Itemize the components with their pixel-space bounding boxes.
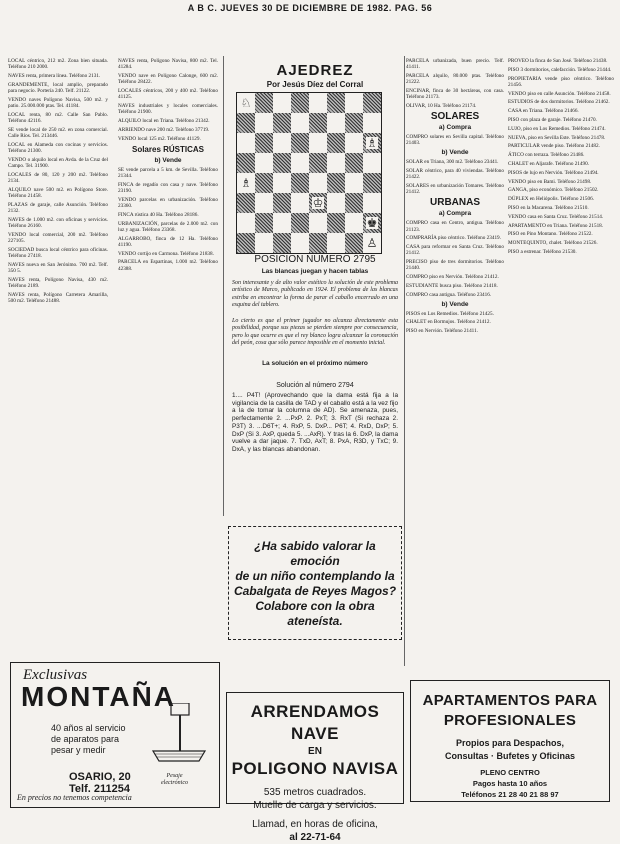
ad-phone: al 22-71-64 — [289, 832, 341, 843]
chess-square — [309, 113, 327, 133]
chess-square — [291, 93, 309, 113]
classified-ad: CASA en Triana. Teléfono 21466. — [508, 108, 579, 115]
chess-square — [327, 113, 345, 133]
ad-line: de un niño contemplando la — [235, 569, 395, 583]
weighing-scale-icon — [149, 703, 209, 773]
classified-ad: SE vende parcela a 5 km. de Sevilla. Teléfono 21344. — [118, 166, 218, 179]
classified-ad: VENDO o alquilo local en Avda. de la Cruz del Campo. Tel. 31900. — [8, 156, 108, 169]
chess-square — [363, 133, 381, 153]
chess-square — [327, 233, 345, 253]
chess-square — [327, 153, 345, 173]
classified-ad: NAVES renta, Polígono Navisa, 430 m2. Teléfono 2189. — [8, 276, 108, 289]
subsection-heading: a) Compra — [438, 124, 472, 132]
classified-ad: VENDO naves Polígono Navisa, 500 m2. y patio. 25.000.000 ptas. Tel. 41184. — [8, 96, 108, 109]
classified-ad: VENDO local 125 m2. Teléfono 41129. — [118, 135, 201, 142]
classified-ad: MONTEQUINTO, chalet. Teléfono 21526. — [508, 240, 598, 247]
chess-piece-icon: ♗ — [240, 176, 252, 190]
classified-ad: NAVES renta, Polígono Carretera Amarilla, 500 m2. Teléfono 21488. — [8, 291, 108, 304]
classified-ad: PARTICULAR vende piso. Teléfono 21482. — [508, 143, 600, 150]
ad-line: PROFESIONALES — [443, 712, 577, 729]
classified-ad: LOCAL renta, 80 m2. Calle San Pablo. Teléfono 42116. — [8, 111, 108, 124]
ad-line: POLIGONO NAVISA — [231, 759, 399, 778]
chess-piece-icon: ♗ — [366, 136, 378, 150]
ad-line: 535 metros cuadrados. — [263, 787, 367, 798]
classified-ad: PISO en la Macarena. Teléfono 21510. — [508, 204, 589, 211]
section-heading: URBANAS — [430, 197, 480, 209]
classified-ad: GRANDEMENTE, local amplio, preparado para negocio. Portería 240. Telf. 21122. — [8, 81, 108, 94]
apartamentos-ad — [410, 680, 610, 802]
chess-square — [291, 193, 309, 213]
column-divider — [223, 56, 224, 516]
ad-address — [69, 771, 131, 795]
chess-next-solution: La solución en el próximo número — [262, 360, 368, 367]
chess-square — [273, 193, 291, 213]
cabalgata-ad — [228, 526, 402, 640]
chess-square — [291, 173, 309, 193]
chess-square — [291, 113, 309, 133]
classified-ad: FINCA de regadío con casa y nave. Teléfono 23190. — [118, 181, 218, 194]
classified-ad: VENDO local comercial, 200 m2. Teléfono 227105. — [8, 231, 108, 244]
chess-square — [345, 93, 363, 113]
montana-ad — [10, 662, 220, 808]
ad-line: APARTAMENTOS PARA — [422, 692, 598, 709]
chess-square — [327, 213, 345, 233]
classified-ad: SOLAR en Triana, 300 m2. Teléfono 23441. — [406, 159, 499, 166]
nave-ad — [226, 692, 404, 843]
classified-ad: NAVES nueva en San Jerónimo. 700 m2. Telf. 350 5. — [8, 261, 108, 274]
classifieds-column-3 — [406, 58, 504, 646]
ad-line: Cabalgata de Reyes Magos? — [233, 584, 397, 598]
chess-square — [345, 113, 363, 133]
chess-square — [309, 173, 327, 193]
ad-line: 40 años al servicio — [51, 723, 126, 733]
chess-square — [273, 153, 291, 173]
caption-line: Pesaje — [166, 773, 183, 779]
chess-solution-heading: Solución al número 2794 — [276, 382, 354, 389]
chess-square — [237, 133, 255, 153]
section-heading: Solares RÚSTICAS — [131, 144, 205, 154]
classified-ad: CASA para reformar en Santa Cruz. Teléfono 21412. — [406, 244, 504, 257]
classified-ad: NAVES industriales y locales comerciales. Teléfono 21900. — [118, 103, 218, 116]
classified-ad: LOCALES de 80, 120 y 200 m2. Teléfono 2134. — [8, 171, 108, 184]
classified-ad: VENDO piso en calle Asunción. Teléfono 21458. — [508, 90, 611, 97]
chess-square — [363, 193, 381, 213]
chess-title: AJEDREZ — [276, 62, 354, 79]
subsection-heading: a) Compra — [438, 210, 472, 218]
chess-square — [237, 93, 255, 113]
classifieds-column-1 — [8, 58, 108, 658]
ad-line: EN — [308, 746, 322, 757]
chess-square — [345, 193, 363, 213]
classified-ad: SE vende local de 250 m2. en zona comercial. Calle Ríos. Tel. 213446. — [8, 126, 108, 139]
brand-name: MONTAÑA — [21, 681, 177, 712]
classified-ad: PROVEO la finca de San José. Teléfono 21438. — [508, 58, 608, 64]
chess-square — [363, 173, 381, 193]
chess-square — [273, 133, 291, 153]
chess-square — [273, 113, 291, 133]
chess-square — [255, 193, 273, 213]
classified-ad: NAVES de 1.000 m2. con oficinas y servicios. Teléfono 26160. — [8, 216, 108, 229]
chess-square — [291, 133, 309, 153]
chess-square — [363, 113, 381, 133]
classified-ad: CHALET en Bormujos. Teléfono 21412. — [406, 319, 491, 326]
section-heading: SOLARES — [430, 111, 480, 123]
chess-intro-2: Lo cierto es que el primer jugador no alcanza directamente esta posibilidad, porque sus piezas se pierden siempre por consecuencia, pero lo que ocurre es que el rey blanco logra alcanzar la coronación del peón, cosa que sólo parece imposible en el momento inicial. — [232, 318, 398, 346]
chess-square — [255, 213, 273, 233]
ad-line: Muelle de carga y servicios. — [253, 800, 377, 811]
chess-square — [291, 153, 309, 173]
chess-square — [363, 93, 381, 113]
chess-piece-icon: ♙ — [366, 236, 378, 250]
classified-ad: ALQUILO nave 500 m2. en Polígono Store. Teléfono 21458. — [8, 186, 108, 199]
chess-piece-icon: ♘ — [240, 96, 252, 110]
chess-position-number: POSICION NUMERO 2795 — [254, 254, 376, 265]
classified-ad: COMPRO solares en Sevilla capital. Teléfono 21403. — [406, 134, 504, 147]
classifieds-column-4 — [508, 58, 614, 646]
classified-ad: NAVES renta, Polígono Navisa, 800 m2. Tel. 41284. — [118, 58, 218, 71]
classified-ad: SOLARES en urbanización Tomares. Teléfono 21412. — [406, 183, 504, 196]
classified-ad: ARRIENDO nave 200 m2. Teléfono 37719. — [118, 126, 210, 133]
classified-ad: PLAZAS de garaje, calle Asunción. Teléfono 2132. — [8, 201, 108, 214]
chess-square — [327, 193, 345, 213]
chess-intro: Son interesante y de alto valor estético la solución de este problema artístico de Marco, publicado en 1924. El problema de las blancas estriba en encontrar la forma de parar el caballo encerrado en una esquina del tablero. — [232, 280, 398, 308]
classified-ad: SOLAR céntrico, para 40 viviendas. Teléfono 21422. — [406, 168, 504, 181]
chess-square — [363, 153, 381, 173]
chess-square — [255, 113, 273, 133]
classified-ad: CHALET en Aljarafe. Teléfono 21490. — [508, 160, 589, 167]
chess-square — [237, 213, 255, 233]
chess-square — [255, 233, 273, 253]
classified-ad: PISO en Pino Montano. Teléfono 21522. — [508, 231, 593, 238]
classified-ad: SOCIEDAD busca local céntrico para oficinas. Teléfono 27418. — [8, 246, 108, 259]
classified-ad: VENDO parcelas en urbanización. Teléfono 23360. — [118, 196, 218, 209]
classified-ad: LOCALES céntricos, 200 y 400 m2. Teléfono 41125. — [118, 88, 218, 101]
classified-ad: URBANIZACIÓN, parcelas de 2.000 m2. con luz y agua. Teléfono 23368. — [118, 220, 218, 233]
column-divider — [404, 56, 405, 666]
chess-square — [345, 153, 363, 173]
chess-square — [237, 173, 255, 193]
chess-square — [273, 93, 291, 113]
classified-ad: ALQUILO local en Triana. Teléfono 21342. — [118, 118, 210, 124]
chess-square — [327, 93, 345, 113]
chess-square — [309, 213, 327, 233]
classified-ad: ESTUDIOS de dos dormitorios. Teléfono 21462. — [508, 99, 610, 106]
classified-ad: ESTUDIANTE busca piso. Teléfono 21418. — [406, 283, 498, 289]
chess-square — [273, 173, 291, 193]
chess-square — [345, 213, 363, 233]
classified-ad: NAVES renta, primera línea. Teléfono 2131. — [8, 73, 101, 79]
classified-ad: PISO en Nervión. Teléfono 21411. — [406, 328, 478, 335]
chess-piece-icon: ♚ — [366, 216, 378, 230]
ad-line: pesar y medir — [51, 745, 106, 755]
classified-ad: PISO a estrenar. Teléfono 21530. — [508, 248, 577, 255]
classified-ad: PISO 3 dormitorios, calefacción. Teléfono 21444. — [508, 66, 612, 73]
ad-line: PLENO CENTRO — [480, 768, 540, 777]
classified-ad: COMPRO casa en Centro, antigua. Teléfono 21123. — [406, 220, 504, 233]
classified-ad: VENDO piso en Bami. Teléfono 21498. — [508, 178, 592, 185]
chess-square — [237, 193, 255, 213]
ad-line: Colabore con la obra — [255, 599, 375, 613]
classified-ad: NUEVA, piso en Sevilla Este. Teléfono 21478. — [508, 134, 606, 141]
chess-square — [273, 233, 291, 253]
ad-phone: Teléfonos 21 28 40 21 88 97 — [461, 790, 559, 799]
ad-caption — [161, 773, 188, 787]
classified-ad: PARCELA en Espartinas, 1.000 m2. Teléfono 42388. — [118, 259, 218, 272]
classified-ad: COMPRARÍA piso céntrico. Teléfono 23419. — [406, 235, 501, 242]
classified-ad: PARCELA urbanizada, buen precio. Telf. 41411. — [406, 58, 504, 71]
chess-square — [237, 113, 255, 133]
chess-square — [237, 233, 255, 253]
classified-ad: LOCAL céntrico, 212 m2. Zona bien situada. Teléfono 210 2000. — [8, 58, 108, 71]
chess-board — [236, 92, 382, 254]
subsection-heading: b) Vende — [441, 149, 469, 157]
classified-ad: GANGA, piso económico. Teléfono 21502. — [508, 187, 599, 194]
classifieds-column-2 — [118, 58, 218, 658]
phone-line: Telf. 211254 — [69, 783, 130, 795]
classified-ad: LUJO, piso en Los Remedios. Teléfono 21474. — [508, 125, 606, 132]
ad-footer: En precios no tenemos competencia — [17, 793, 132, 802]
chess-square — [255, 133, 273, 153]
chess-square — [363, 213, 381, 233]
chess-byline: Por Jesús Díez del Corral — [266, 80, 364, 89]
chess-square — [309, 133, 327, 153]
classified-ad: PRECISO piso de tres dormitorios. Teléfono 21440. — [406, 259, 504, 272]
chess-square — [309, 233, 327, 253]
classified-ad: PISO con plaza de garaje. Teléfono 21470. — [508, 116, 597, 123]
chess-square — [345, 173, 363, 193]
ad-line: Llamad, en horas de oficina, — [252, 819, 378, 830]
page-header: A B C. JUEVES 30 DE DICIEMBRE DE 1982. PAG. 56 — [187, 3, 433, 13]
address-line: OSARIO, 20 — [69, 771, 131, 783]
ad-line: Consultas · Bufetes y Oficinas — [444, 751, 576, 761]
classified-ad: APARTAMENTO en Triana. Teléfono 21518. — [508, 222, 604, 229]
chess-square — [309, 193, 327, 213]
classified-ad: PISOS de lujo en Nervión. Teléfono 21494. — [508, 169, 599, 176]
chess-square — [237, 153, 255, 173]
classified-ad: ENCINAR, finca de 30 hectáreas, con casa. Teléfono 21173. — [406, 88, 504, 101]
classified-ad: FINCA rústica 40 Ha. Teléfono 28186. — [118, 211, 199, 218]
chess-square — [291, 213, 309, 233]
ad-line: Pagos hasta 10 años — [472, 779, 548, 788]
classified-ad: VENDO casa en Santa Cruz. Teléfono 21514. — [508, 213, 604, 220]
chess-piece-icon: ♔ — [312, 196, 324, 210]
classified-ad: ALGARROBO, finca de 12 Ha. Teléfono 41190. — [118, 235, 218, 248]
ad-line: ¿Ha sabido valorar la emoción — [254, 539, 376, 568]
subsection-heading: b) Vende — [441, 300, 469, 308]
classified-ad: PISOS en Los Remedios. Teléfono 21425. — [406, 310, 494, 317]
classified-ad: COMPRO casa antigua. Teléfono 23416. — [406, 291, 492, 298]
classified-ad: OLIVAR, 10 Ha. Teléfono 21174. — [406, 103, 477, 109]
classified-ad: VENDO nave en Polígono Calonge, 600 m2. Teléfono 28422. — [118, 73, 218, 86]
subsection-heading: b) Vende — [154, 156, 182, 164]
ad-line: Propios para Despachos, — [455, 738, 565, 748]
classified-ad: DÚPLEX en Heliópolis. Teléfono 21506. — [508, 196, 594, 203]
classified-ad: ÁTICO con terraza. Teléfono 21486. — [508, 152, 585, 159]
classified-ad: LOCAL en Alameda con cocinas y servicios. Teléfono 21300. — [8, 141, 108, 154]
chess-square — [345, 133, 363, 153]
ad-tagline: Exclusivas — [23, 667, 88, 683]
ad-line: ARRENDAMOS NAVE — [250, 702, 380, 743]
classified-ad: PROPIETARIA vende piso céntrico. Teléfono 21456. — [508, 75, 614, 88]
chess-task: Las blancas juegan y hacen tablas — [261, 268, 369, 275]
chess-square — [255, 173, 273, 193]
chess-square — [327, 133, 345, 153]
chess-square — [273, 213, 291, 233]
chess-square — [309, 93, 327, 113]
chess-square — [255, 153, 273, 173]
chess-square — [255, 93, 273, 113]
classified-ad: VENDO cortijo en Carmona. Teléfono 21838. — [118, 250, 214, 257]
chess-square — [363, 233, 381, 253]
chess-square — [291, 233, 309, 253]
caption-line: electrónico — [161, 780, 188, 786]
classified-ad: COMPRO piso en Nervión. Teléfono 21412. — [406, 274, 499, 281]
classified-ad: PARCELA alquilo, 80.000 ptas. Teléfono 21222. — [406, 73, 504, 86]
ad-line: de aparatos para — [51, 734, 120, 744]
chess-solution: 1.... P4T! (Aprovechando que la dama está fija a la vigilancia de la casilla de TAD y el caballo está a la vez fijo a la de tomar la columna de AD). Se amenaza, pues, perfectamente 2. ...PxP. 2. PxT; 3. RxT (Si rechaza 2. P3T) 3. ...D6T+; 4. RxP, 5. DxP... P6T; 4. RxD, DxP; 5. DxP (Si 3. AxP, queda 5. ...AxR). Y tras la 6. DxP, la dama vuelve a dar jaque. 7. TxD, AxT; 8. PxA, R3D, y TxC; 9. DxA, y las blancas abandonan. — [232, 392, 398, 453]
chess-square — [327, 173, 345, 193]
chess-square — [309, 153, 327, 173]
chess-square — [345, 233, 363, 253]
ad-line: ateneísta. — [287, 614, 343, 628]
